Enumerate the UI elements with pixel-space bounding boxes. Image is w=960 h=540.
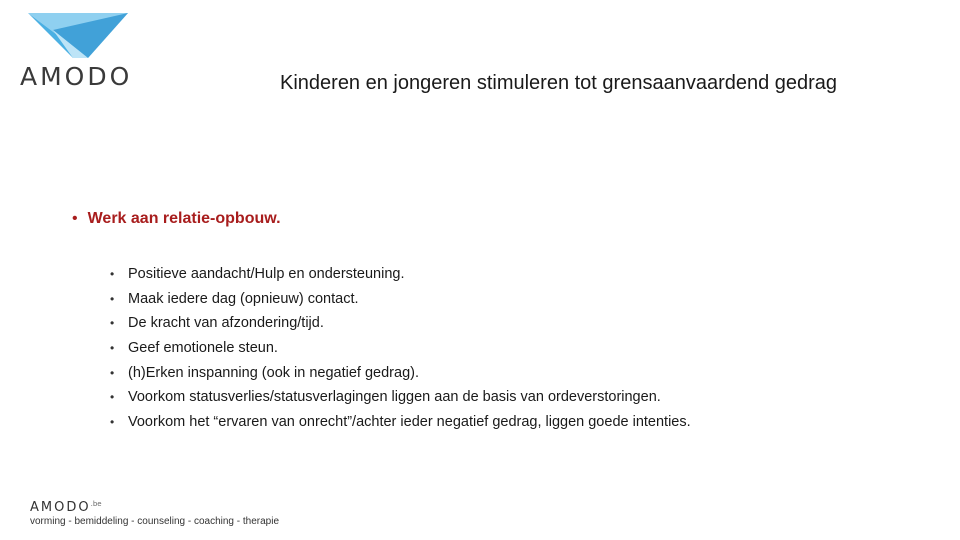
bullet-icon: • bbox=[110, 291, 115, 306]
list-item: • Voorkom het “ervaren van onrecht”/achter ieder negatief gedrag, liggen goede intenties. bbox=[110, 414, 691, 431]
list-item: • Geef emotionele steun. bbox=[110, 340, 278, 357]
list-item: • Maak iedere dag (opnieuw) contact. bbox=[110, 290, 359, 307]
bullet-icon: • bbox=[110, 341, 115, 356]
footer bbox=[30, 500, 279, 527]
list-item: • De kracht van afzondering/tijd. bbox=[110, 315, 324, 332]
heading-text: Werk aan relatie-opbouw. bbox=[87, 210, 281, 227]
footer-tagline: vorming - bemiddeling - counseling - coaching - therapie bbox=[30, 516, 280, 527]
list-item: • Positieve aandacht/Hulp en ondersteuning. bbox=[110, 266, 405, 282]
bullet-icon: • bbox=[110, 415, 115, 430]
list-item: • Voorkom statusverlies/statusverlagingen liggen aan de basis van ordeverstoringen. bbox=[110, 389, 661, 406]
list-item: • (h)Erken inspanning (ook in negatief gedrag). bbox=[110, 364, 419, 381]
bullet-icon: • bbox=[110, 316, 115, 331]
bullet-icon: • bbox=[110, 365, 115, 380]
section-heading bbox=[72, 210, 281, 228]
logo-wordmark: AMODO bbox=[20, 62, 133, 91]
bullet-list bbox=[110, 264, 691, 437]
bullet-icon: • bbox=[110, 390, 115, 405]
bullet-icon: • bbox=[110, 267, 115, 281]
footer-logo: $AMODO^{.be}$ bbox=[30, 500, 102, 515]
slide-title: Kinderen en jongeren stimuleren tot grensaanvaardend gedrag bbox=[280, 72, 838, 94]
bullet-icon: • bbox=[72, 210, 78, 227]
